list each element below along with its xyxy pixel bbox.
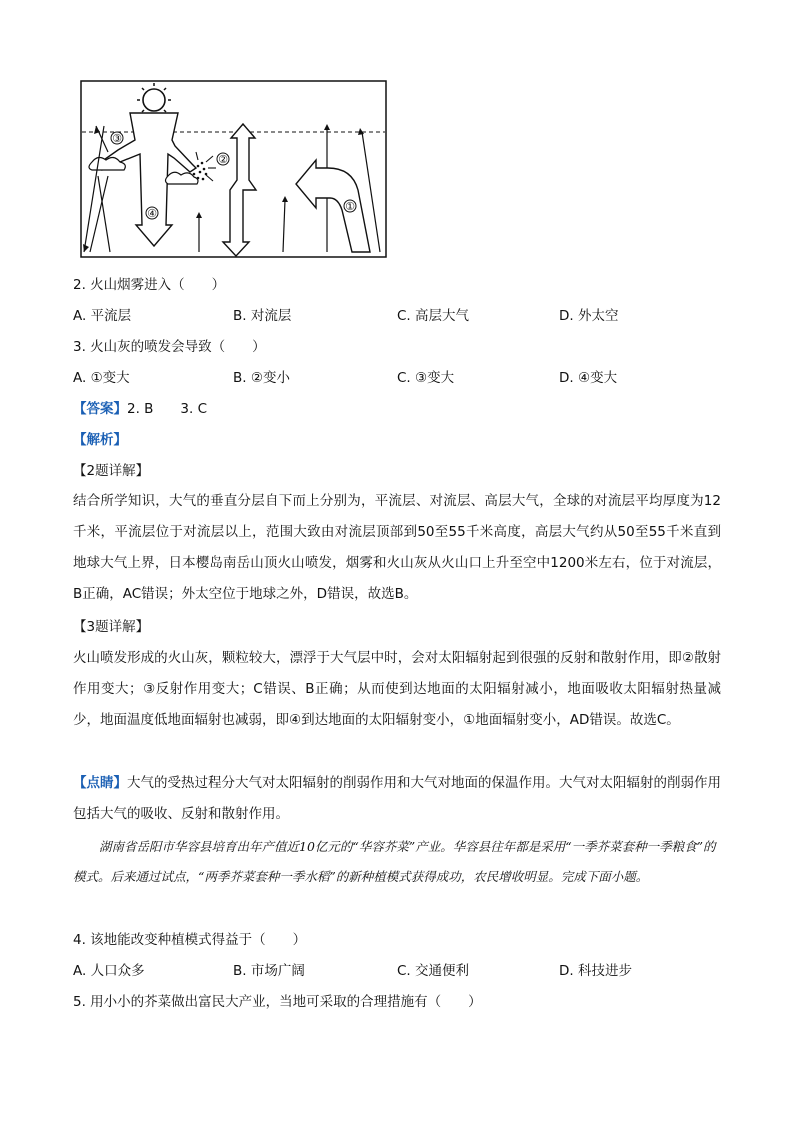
marker-2: ② — [218, 153, 228, 166]
answer-text: 2. B 3. C — [127, 401, 208, 417]
sun-icon — [137, 83, 171, 117]
answer-line — [73, 399, 207, 419]
analysis-tag: 【解析】 — [73, 432, 127, 448]
q3-option-c[interactable]: C. ③变大 — [397, 370, 455, 386]
q3-option-b[interactable]: B. ②变小 — [233, 370, 290, 386]
detail-3-label: 【3题详解】 — [73, 619, 150, 635]
tip-text: 大气的受热过程分大气对太阳辐射的削弱作用和大气对地面的保温作用。大气对太阳辐射的削弱作用包括大气的吸收、反射和散射作用。 — [73, 775, 721, 822]
marker-3: ③ — [112, 132, 122, 145]
q4-option-d[interactable]: D. 科技进步 — [559, 963, 632, 979]
q2-option-d[interactable]: D. 外太空 — [559, 308, 619, 324]
question-3-stem: 3. 火山灰的喷发会导致（ ） — [73, 339, 266, 355]
tip-label: 【点睛】 — [73, 775, 127, 791]
marker-4: ④ — [147, 207, 157, 220]
question-5-stem: 5. 用小小的芥菜做出富民大产业，当地可采取的合理措施有（ ） — [73, 994, 482, 1010]
analysis-label — [73, 430, 127, 450]
detail-3-text: 火山喷发形成的火山灰，颗粒较大，漂浮于大气层中时，会对太阳辐射起到很强的反射和散射作用，即②散射作用变大；③反射作用变大；C错误、B正确；从而使到达地面的太阳辐射减小，地面吸收太阳辐射热量减少，地面温度低地面辐射也减弱，即④到达地面的太阳辐射变小，①地面辐射变小，AD错误。故选C。 — [73, 650, 721, 728]
tip-block — [73, 768, 721, 830]
question-2-stem: 2. 火山烟雾进入（ ） — [73, 277, 226, 293]
q2-option-c[interactable]: C. 高层大气 — [397, 308, 470, 324]
detail-2-label: 【2题详解】 — [73, 463, 150, 479]
q2-option-b[interactable]: B. 对流层 — [233, 308, 292, 324]
q2-option-a[interactable]: A. 平流层 — [73, 308, 132, 324]
q3-option-a[interactable]: A. ①变大 — [73, 370, 130, 386]
q4-option-a[interactable]: A. 人口众多 — [73, 963, 145, 979]
detail-2-text: 结合所学知识，大气的垂直分层自下而上分别为，平流层、对流层、高层大气，全球的对流层平均厚度为12千米，平流层位于对流层以上，范围大致由对流层顶部到50至55千米高度，高层大气约从50至55千米直到地球大气上界，日本樱岛南岳山顶火山喷发，烟雾和火山灰从火山口上升至空中1200米左右，位于对流层，B正确，AC错误；外太空位于地球之外，D错误，故选B。 — [73, 493, 721, 602]
q4-option-b[interactable]: B. 市场广阔 — [233, 963, 305, 979]
marker-1: ① — [345, 200, 355, 213]
answer-label: 【答案】 — [73, 401, 127, 417]
material-passage: 湖南省岳阳市华容县培育出年产值近10亿元的“华容芥菜”产业。华容县往年都是采用“一季芥菜套种一季粮食”的模式。后来通过试点，“两季芥菜套种一季水稻”的新种植模式获得成功，农民增收明显。完成下面小题。 — [73, 839, 716, 884]
atmosphere-heating-diagram — [80, 80, 387, 258]
question-4-stem: 4. 该地能改变种植模式得益于（ ） — [73, 932, 307, 948]
q4-option-c[interactable]: C. 交通便利 — [397, 963, 470, 979]
q3-option-d[interactable]: D. ④变大 — [559, 370, 618, 386]
